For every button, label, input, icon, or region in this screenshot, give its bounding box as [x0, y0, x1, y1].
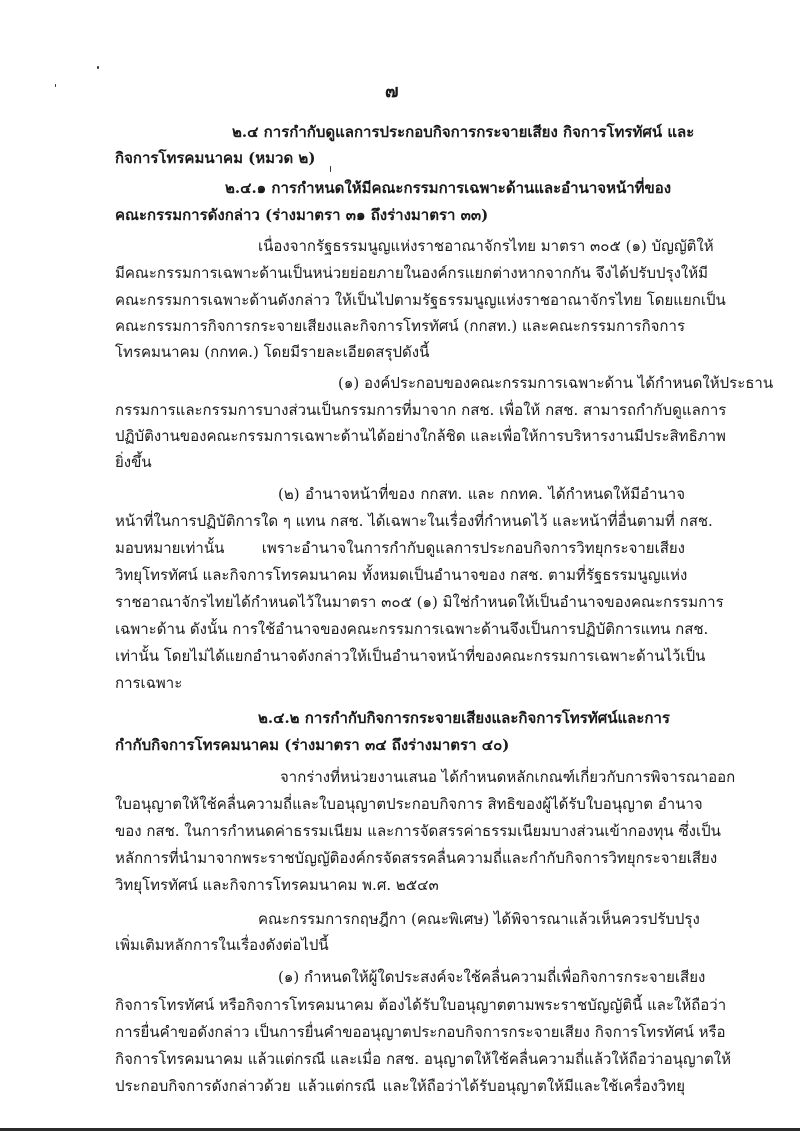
- scan-speck: [97, 66, 99, 69]
- scan-speck: [55, 84, 56, 87]
- list-item-line: กิจการโทรทัศน์ หรือกิจการโทรคมนาคม ต้องได้รับใบอนุญาตตามพระราชบัญญัตินี้ และให้ถือว่า: [115, 996, 727, 1014]
- paragraph-line: เพิ่มเติมหลักการในเรื่องดังต่อไปนี้: [115, 936, 329, 954]
- list-item-line: (๑) องค์ประกอบของคณะกรรมการเฉพาะด้าน ได้กำหนดให้ประธาน: [338, 374, 774, 392]
- paragraph-line: เนื่องจากรัฐธรรมนูญแห่งราชอาณาจักรไทย มาตรา ๓๐๕ (๑) บัญญัติให้: [258, 237, 714, 255]
- paragraph-line: คณะกรรมการเฉพาะด้านดังกล่าว ให้เป็นไปตามรัฐธรรมนูญแห่งราชอาณาจักรไทย โดยแยกเป็น: [115, 291, 726, 309]
- list-item-line: (๒) อำนาจหน้าที่ของ กกสท. และ กกทค. ได้กำหนดให้มีอำนาจ: [278, 485, 685, 503]
- paragraph-line: ของ กสช. ในการกำหนดค่าธรรมเนียม และการจัดสรรค่าธรรมเนียมบางส่วนเข้ากองทุน ซึ่งเป็น: [115, 822, 721, 840]
- paragraph-line: จากร่างที่หน่วยงานเสนอ ได้กำหนดหลักเกณฑ์เกี่ยวกับการพิจารณาออก: [280, 768, 736, 786]
- paragraph-line: วิทยุโทรทัศน์ และกิจการโทรคมนาคม พ.ศ. ๒๕๔๓: [115, 876, 439, 894]
- paragraph-line: คณะกรรมการกฤษฎีกา (คณะพิเศษ) ได้พิจารณาแล้วเห็นควรปรับปรุง: [258, 910, 700, 928]
- list-item-line: ประกอบกิจการดังกล่าวด้วย แล้วแต่กรณี และให้ถือว่าได้รับอนุญาตให้มีและใช้เครื่องวิทยุ: [115, 1077, 685, 1095]
- paragraph-line: ใบอนุญาตให้ใช้คลื่นความถี่และใบอนุญาตประกอบกิจการ สิทธิของผู้ได้รับใบอนุญาต อำนาจ: [115, 795, 703, 813]
- list-item-line: กรรมการและกรรมการบางส่วนเป็นกรรมการที่มาจาก กสช. เพื่อให้ กสช. สามารถกำกับดูแลการ: [115, 401, 727, 419]
- subsection-heading-cont: คณะกรรมการดังกล่าว (ร่างมาตรา ๓๑ ถึงร่างมาตรา ๓๓): [115, 206, 489, 224]
- subsection-heading: ๒.๔.๑ การกำหนดให้มีคณะกรรมการเฉพาะด้านและอำนาจหน้าที่ของ: [225, 179, 672, 197]
- list-item-line: มอบหมายเท่านั้น เพราะอำนาจในการกำกับดูแลการประกอบกิจการวิทยุกระจายเสียง: [115, 539, 685, 557]
- list-item-line: การยื่นคำขอดังกล่าว เป็นการยื่นคำขออนุญาตประกอบกิจการกระจายเสียง กิจการโทรทัศน์ หรือ: [115, 1023, 726, 1041]
- paragraph-line: หลักการที่นำมาจากพระราชบัญญัติองค์กรจัดสรรคลื่นความถี่และกำกับกิจการวิทยุกระจายเสียง: [115, 849, 718, 867]
- list-item-line: เฉพาะด้าน ดังนั้น การใช้อำนาจของคณะกรรมการเฉพาะด้านจึงเป็นการปฏิบัติการแทน กสช.: [115, 620, 709, 638]
- list-item-line: กิจการโทรคมนาคม แล้วแต่กรณี และเมื่อ กสช. อนุญาตให้ใช้คลื่นความถี่แล้วให้ถือว่าอนุญาตให้: [115, 1050, 732, 1068]
- section-heading: ๒.๔ การกำกับดูแลการประกอบกิจการกระจายเสียง กิจการโทรทัศน์ และ: [232, 123, 695, 141]
- paragraph-line: มีคณะกรรมการเฉพาะด้านเป็นหน่วยย่อยภายในองค์กรแยกต่างหากจากกัน จึงได้ปรับปรุงให้มี: [115, 264, 709, 282]
- list-item-line: เท่านั้น โดยไม่ได้แยกอำนาจดังกล่าวให้เป็นอำนาจหน้าที่ของคณะกรรมการเฉพาะด้านไว้เป็น: [115, 647, 706, 665]
- list-item-line: วิทยุโทรทัศน์ และกิจการโทรคมนาคม ทั้งหมดเป็นอำนาจของ กสช. ตามที่รัฐธรรมนูญแห่ง: [115, 566, 688, 584]
- list-item-line: ราชอาณาจักรไทยได้กำหนดไว้ในมาตรา ๓๐๕ (๑) มิใช่กำหนดให้เป็นอำนาจของคณะกรรมการ: [115, 593, 724, 611]
- list-item-line: (๑) กำหนดให้ผู้ใดประสงค์จะใช้คลื่นความถี่เพื่อกิจการกระจายเสียง: [278, 968, 706, 986]
- list-item-line: การเฉพาะ: [115, 674, 183, 692]
- page-number: ๗: [385, 81, 399, 102]
- paragraph-line: คณะกรรมการกิจการกระจายเสียงและกิจการโทรทัศน์ (กกสท.) และคณะกรรมการกิจการ: [115, 317, 685, 335]
- list-item-line: ยิ่งขึ้น: [115, 453, 152, 471]
- subsection-heading-cont: กำกับกิจการโทรคมนาคม (ร่างมาตรา ๓๔ ถึงร่างมาตรา ๔๐): [115, 736, 510, 754]
- section-heading-cont: กิจการโทรคมนาคม (หมวด ๒): [115, 149, 316, 167]
- list-item-line: ปฏิบัติงานของคณะกรรมการเฉพาะด้านได้อย่างใกล้ชิด และเพื่อให้การบริหารงานมีประสิทธิภาพ: [115, 427, 726, 445]
- paragraph-line: โทรคมนาคม (กกทค.) โดยมีรายละเอียดสรุปดังนี้: [115, 343, 430, 361]
- list-item-line: หน้าที่ในการปฏิบัติการใด ๆ แทน กสช. ได้เฉพาะในเรื่องที่กำหนดไว้ และหน้าที่อื่นตามที่ กสช.: [115, 512, 713, 530]
- subsection-heading: ๒.๔.๒ การกำกับกิจการกระจายเสียงและกิจการโทรทัศน์และการ: [258, 709, 670, 727]
